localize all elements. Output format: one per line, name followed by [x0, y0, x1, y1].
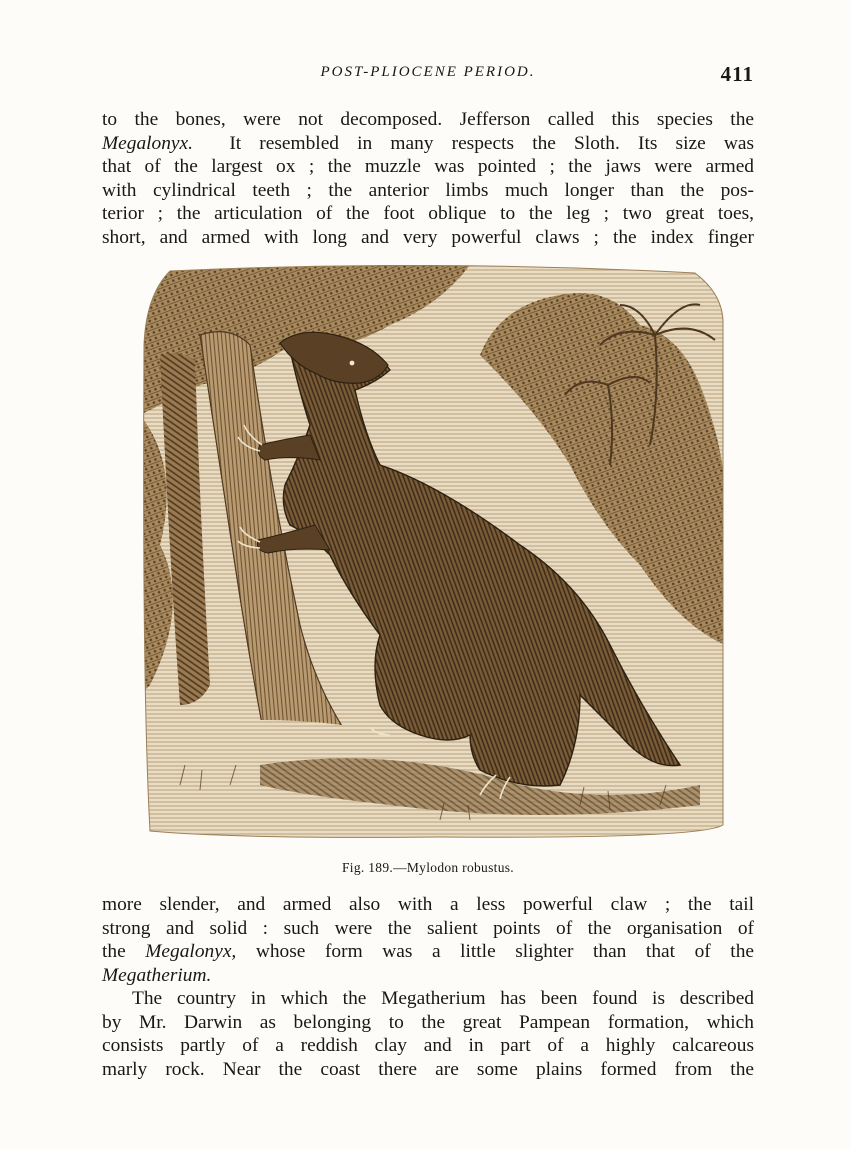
text-fragment: whose form was a little slighter than that of the — [255, 941, 754, 962]
figure-caption — [102, 860, 754, 876]
text-line: The country in which the Megatherium has been found is described — [132, 988, 754, 1009]
text-line — [102, 940, 754, 964]
italic-term: Megalonyx, — [145, 941, 237, 962]
engraving-illustration — [140, 265, 725, 843]
text-line: with cylindrical teeth ; the anterior limbs much longer than the pos- — [102, 179, 754, 201]
page-number: 411 — [720, 62, 754, 86]
bottom-paragraph — [102, 893, 754, 987]
text-line: consists partly of a reddish clay and in part of a highly calcareous — [102, 1035, 754, 1056]
second-paragraph — [102, 987, 754, 1081]
text-line — [102, 132, 754, 156]
text-fragment: the — [102, 941, 126, 962]
italic-term: Megatherium. — [102, 964, 212, 986]
figure-title: —Mylodon robustus. — [393, 860, 514, 875]
text-line: to the bones, were not decomposed. Jefferson called this species the — [102, 109, 754, 130]
text-line: marly rock. Near the coast there are some plains formed from the — [102, 1058, 754, 1080]
text-line: by Mr. Darwin as belonging to the great Pampean formation, which — [102, 1011, 754, 1033]
text-line: more slender, and armed also with a less powerful claw ; the tail — [102, 894, 754, 915]
text-line — [102, 964, 754, 988]
italic-term: Megalonyx. — [102, 132, 193, 154]
text-line: short, and armed with long and very powerful claws ; the index finger — [102, 226, 754, 248]
text-fragment: It resembled in many respects the Sloth. Its size was — [229, 132, 754, 154]
text-line: that of the largest ox ; the muzzle was pointed ; the jaws were armed — [102, 156, 754, 177]
running-head — [102, 62, 754, 88]
text-line: strong and solid : such were the salient points of the organisation of — [102, 917, 754, 939]
text-line: terior ; the articulation of the foot oblique to the leg ; two great toes, — [102, 203, 754, 224]
figure-label: Fig. 189. — [341, 860, 394, 875]
running-title: POST-PLIOCENE PERIOD. — [320, 64, 536, 80]
top-paragraph — [102, 108, 754, 249]
